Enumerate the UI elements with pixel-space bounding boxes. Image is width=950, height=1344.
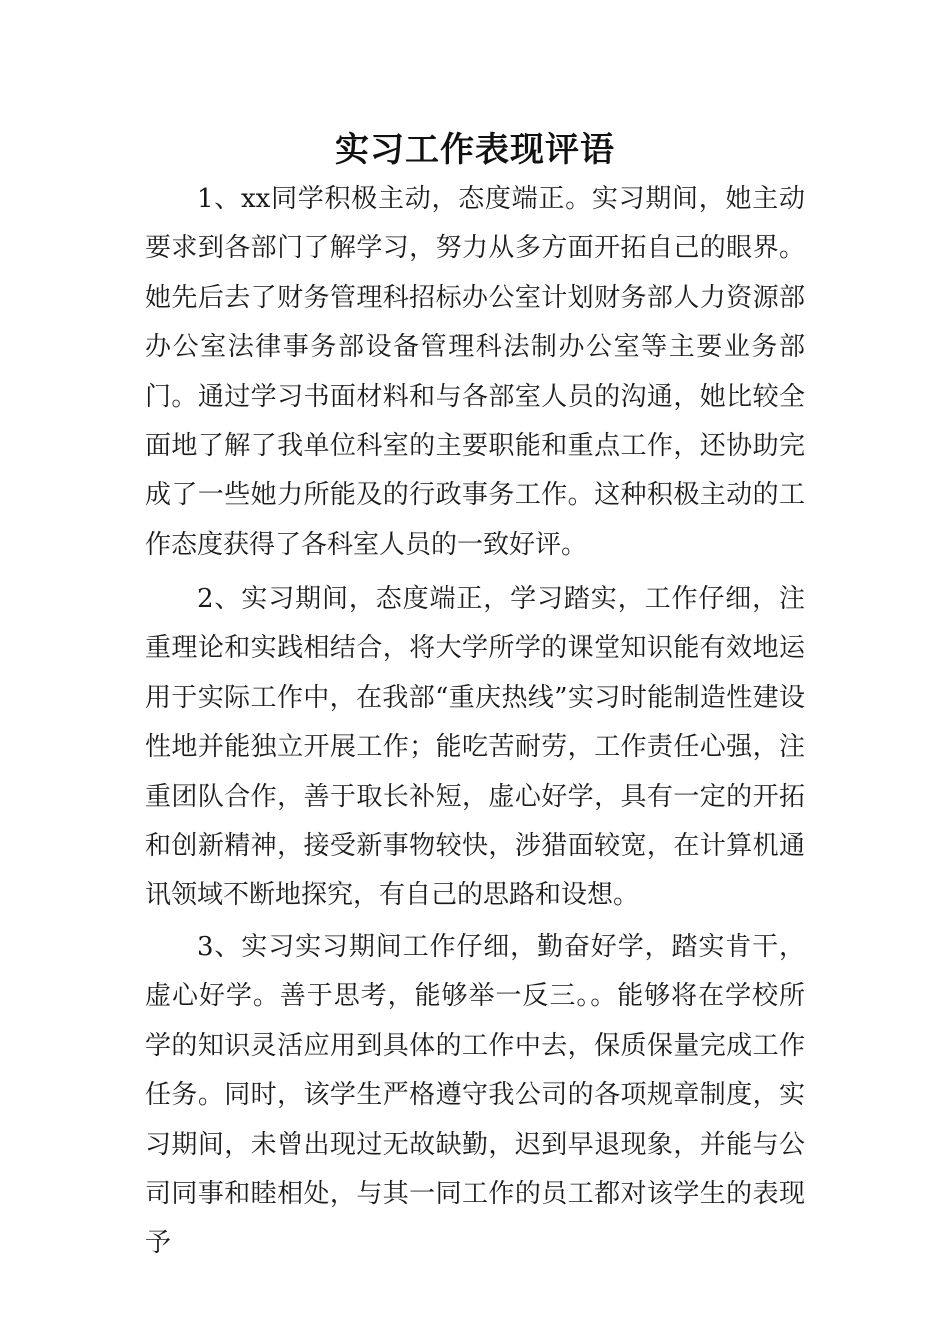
document-title: 实习工作表现评语 [335, 130, 615, 170]
paragraph-2: 2、实习期间，态度端正，学习踏实，工作仔细，注重理论和实践相结合，将大学所学的课堂知识能有效地运用于实际工作中，在我部“重庆热线”实习时能制造性建设性地并能独立开展工作；能吃苦耐劳，工作责任心强，注重团队合作，善于取长补短，虚心好学，具有一定的开拓和创新精神，接受新事物较快，涉猎面较宽，在计算机通讯领域不断地探究，有自己的思路和设想。 [145, 584, 805, 911]
paragraph-3: 3、实习实习期间工作仔细，勤奋好学，踏实肯干，虚心好学。善于思考，能够举一反三。。能够将在学校所学的知识灵活应用到具体的工作中去，保质保量完成工作任务。同时，该学生严格遵守我公司的各项规章制度，实习期间，未曾出现过无故缺勤，迟到早退现象，并能与公司同事和睦相处，与其一同工作的员工都对该学生的表现予 [145, 932, 805, 1259]
paragraph-1: 1、xx同学积极主动，态度端正。实习期间，她主动要求到各部门了解学习，努力从多方面开拓自己的眼界。她先后去了财务管理科招标办公室计划财务部人力资源部办公室法律事务部设备管理科法制办公室等主要业务部门。通过学习书面材料和与各部室人员的沟通，她比较全面地了解了我单位科室的主要职能和重点工作，还协助完成了一些她力所能及的行政事务工作。这种积极主动的工作态度获得了各科室人员的一致好评。 [145, 184, 805, 560]
